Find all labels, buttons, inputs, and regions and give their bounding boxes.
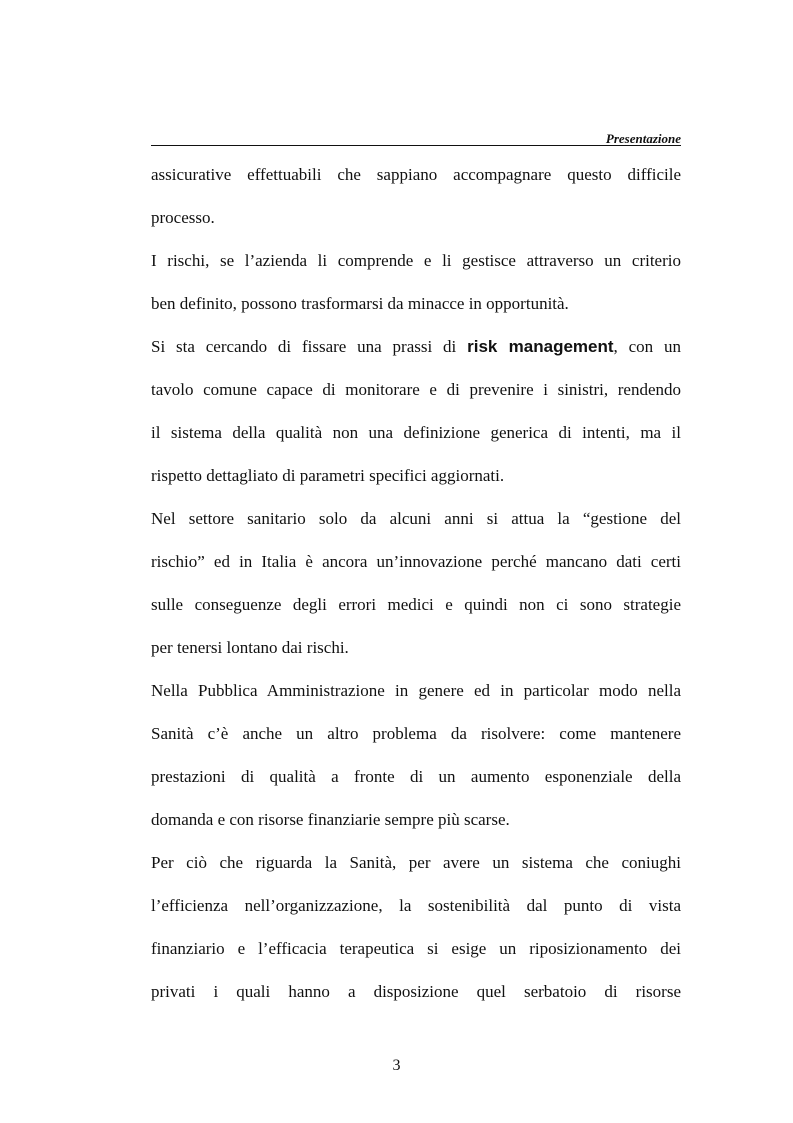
header-rule [151,145,681,146]
running-head: Presentazione [605,131,681,146]
text-line-with-emphasis [151,335,681,359]
text-fragment: Si sta cercando di fissare una prassi di [151,337,457,356]
text-line: finanziario e l’efficacia terapeutica si esige un riposizionamento dei [151,939,681,958]
text-line: il sistema della qualità non una definizione generica di intenti, ma il [151,423,681,442]
emphasis-term: risk management [467,337,614,356]
text-line: ben definito, possono trasformarsi da minacce in opportunità. [151,294,569,313]
text-line: Sanità c’è anche un altro problema da risolvere: come mantenere [151,724,681,743]
text-line: per tenersi lontano dai rischi. [151,638,349,657]
text-line: I rischi, se l’azienda li comprende e li gestisce attraverso un criterio [151,251,681,270]
text-line: tavolo comune capace di monitorare e di prevenire i sinistri, rendendo [151,380,681,399]
text-line: sulle conseguenze degli errori medici e quindi non ci sono strategie [151,595,681,614]
text-line: privati i quali hanno a disposizione quel serbatoio di risorse [151,982,681,1001]
text-line: rischio” ed in Italia è ancora un’innovazione perché mancano dati certi [151,552,681,571]
text-line: prestazioni di qualità a fronte di un aumento esponenziale della [151,767,681,786]
text-line: assicurative effettuabili che sappiano accompagnare questo difficile [151,165,681,184]
text-line: l’efficienza nell’organizzazione, la sostenibilità dal punto di vista [151,896,681,915]
text-line: processo. [151,208,215,227]
text-line: Nel settore sanitario solo da alcuni anni si attua la “gestione del [151,509,681,528]
text-line: Per ciò che riguarda la Sanità, per avere un sistema che coniughi [151,853,681,872]
text-line: domanda e con risorse finanziarie sempre più scarse. [151,810,510,829]
page-number: 3 [392,1057,401,1074]
text-line: Nella Pubblica Amministrazione in genere ed in particolar modo nella [151,681,681,700]
text-line: rispetto dettagliato di parametri specifici aggiornati. [151,466,505,485]
text-fragment: , con un [613,337,681,356]
